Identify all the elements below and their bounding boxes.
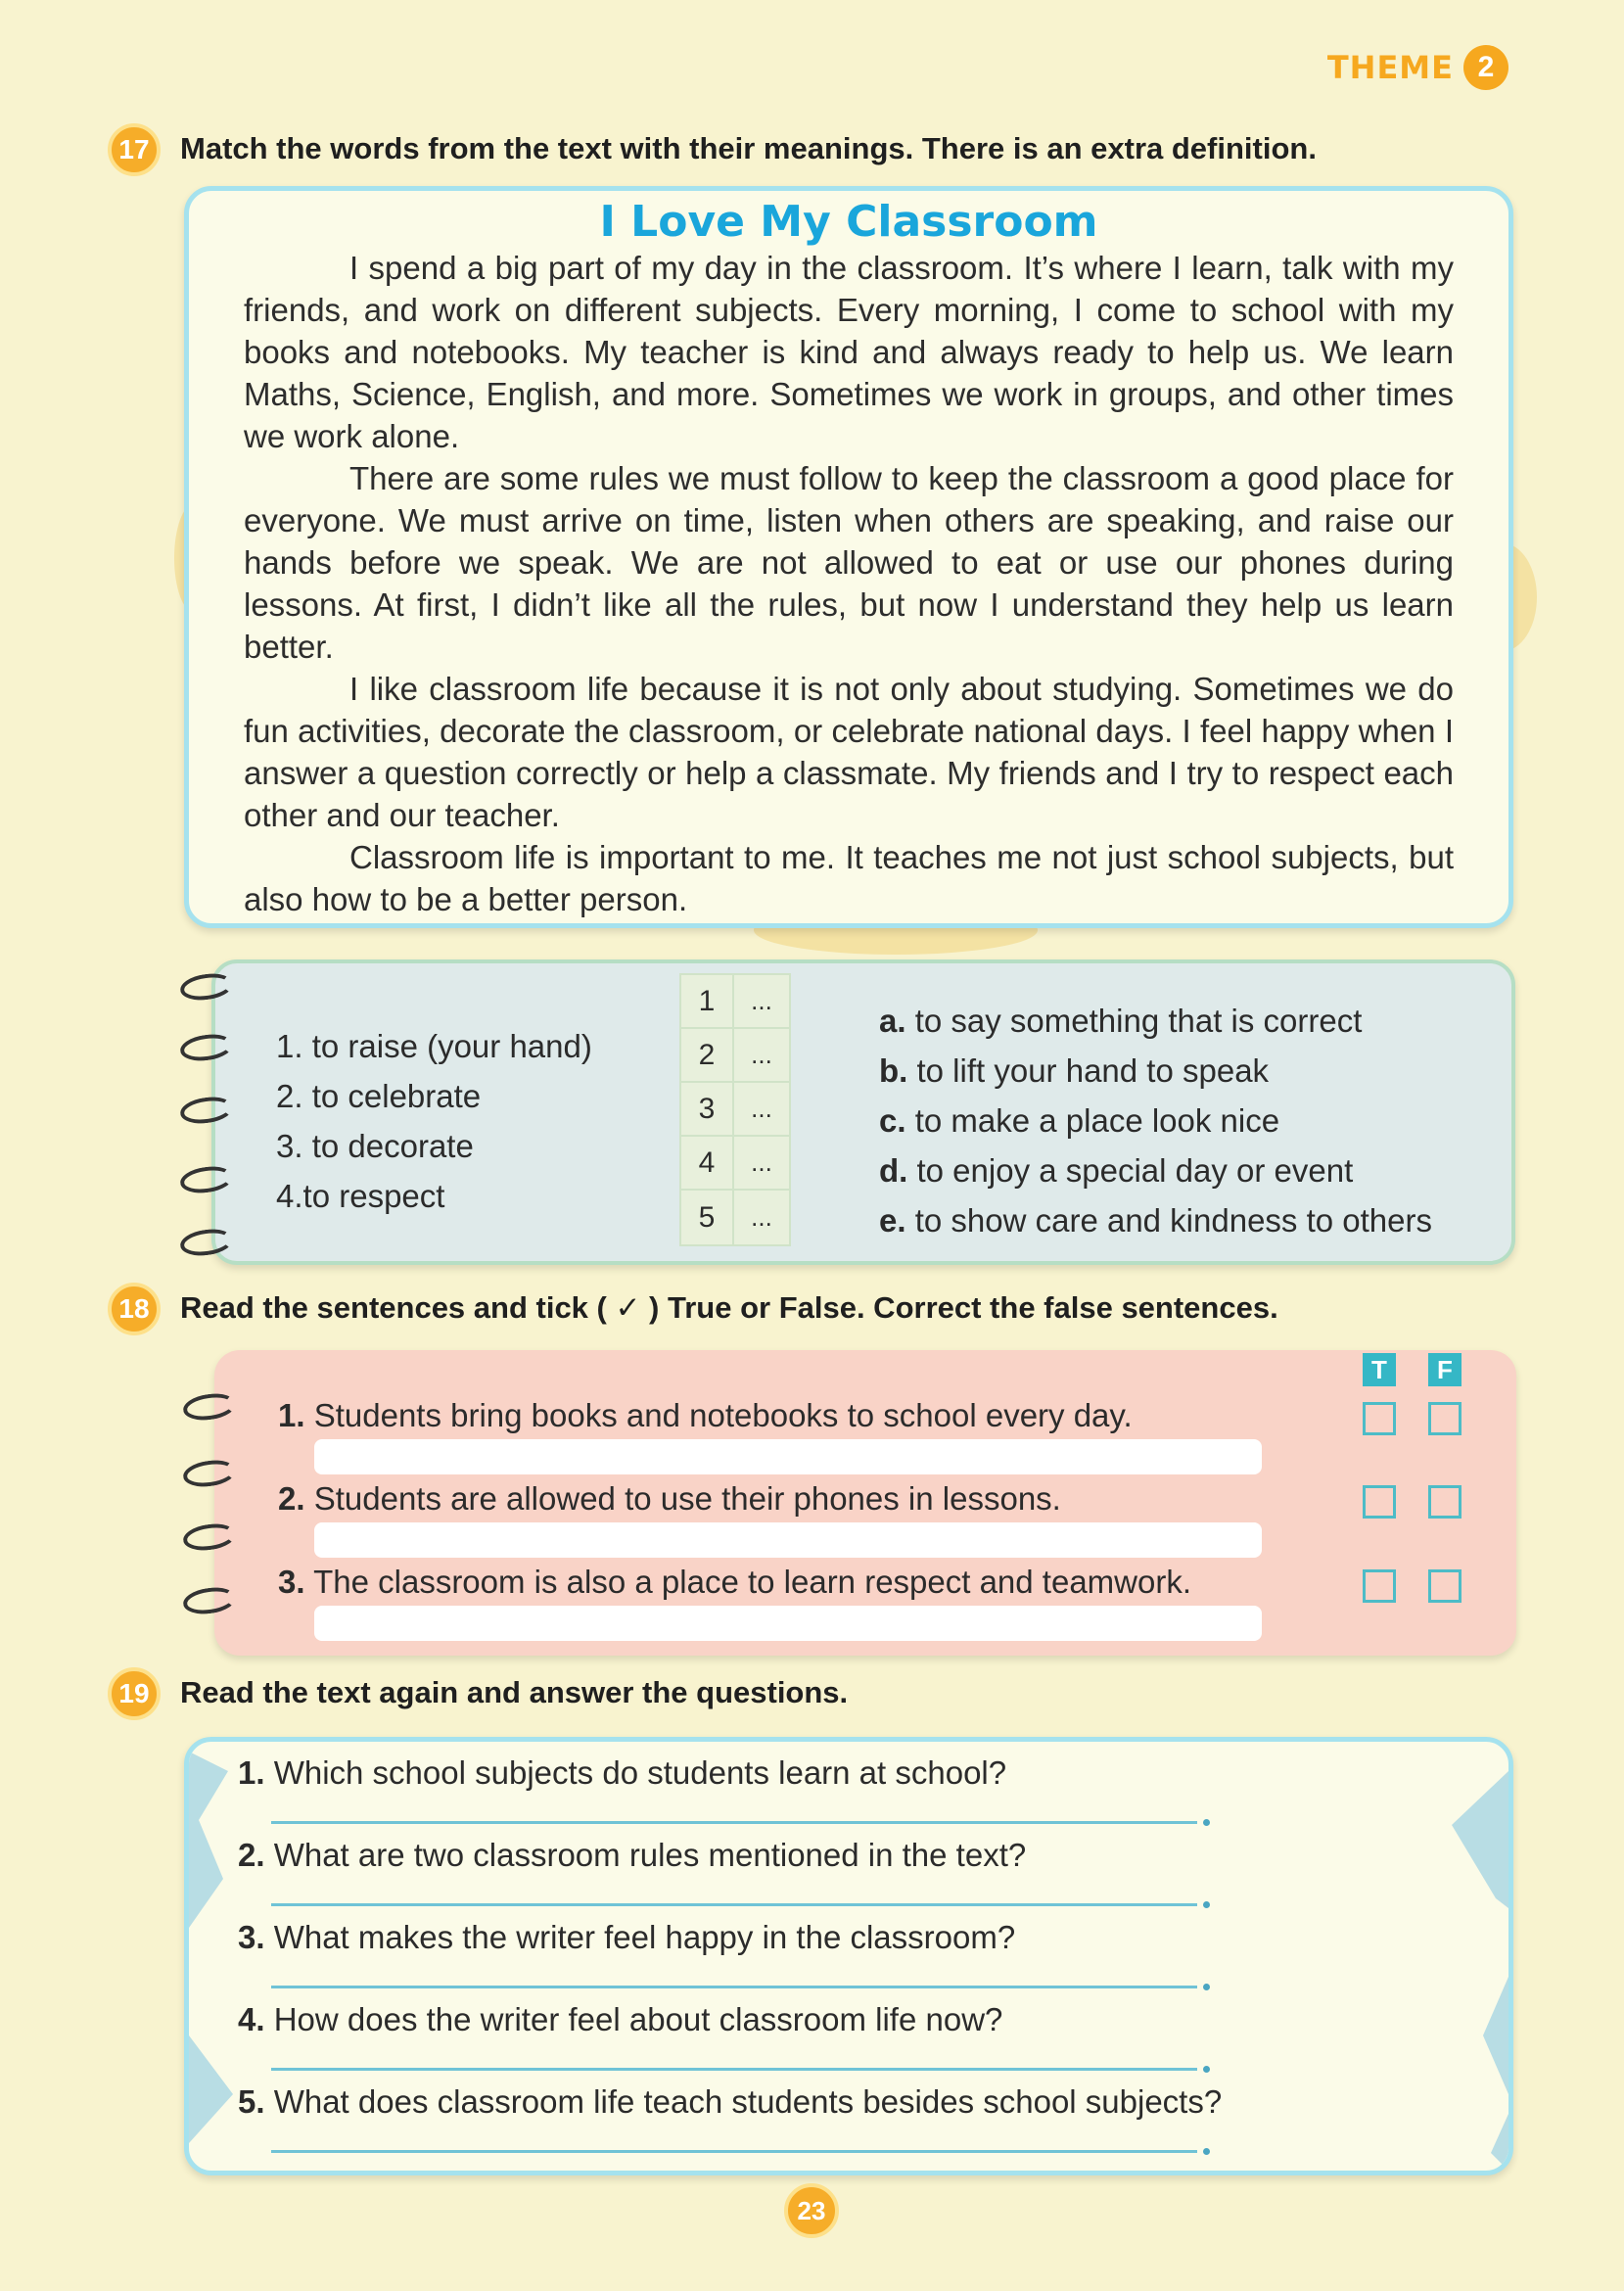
definition-item: a. to say something that is correct [879,1003,1363,1039]
reading-paragraph: There are some rules we must follow to keep the classroom a good place for everyone. We must arrive on time, listen when others are speaking, and raise our hands before we speak. We are not allowed to eat or use our phones during lessons. At first, I didn’t like all the rules, but now I understand they help us learn better. [244,460,1454,665]
definition-item: e. to show care and kindness to others [879,1202,1433,1239]
exercise-18-badge: 18 [108,1283,161,1335]
answer-line[interactable] [271,1821,1197,1824]
word-item: 1. to raise (your hand) [276,1028,592,1064]
answer-line[interactable] [271,1903,1197,1906]
tf-sentence: 2. Students are allowed to use their phones in lessons. [278,1480,1061,1517]
answer-line[interactable] [271,2068,1197,2071]
question-item: 4. How does the writer feel about classroom life now? [238,2001,1003,2037]
correction-input[interactable] [314,1606,1262,1641]
question-item: 3. What makes the writer feel happy in the classroom? [238,1919,1016,1955]
question-item: 1. Which school subjects do students learn at school? [238,1754,1007,1791]
exercise-17-badge: 17 [108,123,161,176]
true-checkbox[interactable] [1363,1485,1396,1519]
line-dot [1203,1819,1210,1826]
correction-input[interactable] [314,1522,1262,1558]
definition-item: c. to make a place look nice [879,1102,1280,1139]
answer-blank[interactable]: ... [751,1040,772,1069]
page-number: 23 [784,2183,839,2238]
word-item: 4.to respect [276,1178,445,1214]
line-dot [1203,1984,1210,1990]
answer-row: 5 ... [681,1191,789,1244]
answer-blank[interactable]: ... [751,1094,772,1123]
answer-blank[interactable]: ... [751,1202,772,1232]
word-list [276,1021,592,1221]
reading-paragraph: I spend a big part of my day in the classroom. It’s where I learn, talk with my friends, and work on different subjects. Every morning, I come to school with my books and notebooks. My teacher is kind and always ready to help us. We learn Maths, Science, English, and more. Sometimes we work in groups, and other times we work alone. [244,250,1454,454]
reading-paragraph: I like classroom life because it is not only about studying. Sometimes we do fun activities, decorate the classroom, or celebrate national days. I feel happy when I answer a question correctly or help a classmate. My friends and I try to respect each other and our teacher. [244,671,1454,833]
answer-row: 1 ... [681,975,789,1029]
line-dot [1203,1901,1210,1908]
exercise-18-instruction: Read the sentences and tick ( ✓ ) True or False. Correct the false sentences. [180,1290,1278,1325]
theme-number: 2 [1463,45,1508,90]
false-checkbox[interactable] [1428,1485,1462,1519]
tf-sentence: 3. The classroom is also a place to learn respect and teamwork. [278,1564,1192,1600]
exercise-19-instruction: Read the text again and answer the questions. [180,1675,849,1709]
answer-grid [679,973,791,1246]
question-item: 2. What are two classroom rules mentioned in the text? [238,1837,1027,1873]
theme-tag [1327,45,1508,90]
theme-label: THEME [1326,49,1454,86]
definition-item: b. to lift your hand to speak [879,1052,1270,1089]
correction-input[interactable] [314,1439,1262,1474]
reading-paragraph: Classroom life is important to me. It teaches me not just school subjects, but also how to be a better person. [244,839,1454,917]
answer-row: 4 ... [681,1137,789,1191]
false-checkbox[interactable] [1428,1569,1462,1603]
answer-line[interactable] [271,2150,1197,2153]
answer-blank[interactable]: ... [751,1147,772,1177]
word-item: 2. to celebrate [276,1078,482,1114]
question-item: 5. What does classroom life teach students besides school subjects? [238,2083,1223,2120]
line-dot [1203,2148,1210,2155]
false-column-header: F [1428,1353,1462,1386]
true-column-header: T [1363,1353,1396,1386]
exercise-17-instruction: Match the words from the text with their meanings. There is an extra definition. [180,131,1317,165]
line-dot [1203,2066,1210,2073]
tf-sentence: 1. Students bring books and notebooks to school every day. [278,1397,1133,1433]
answer-blank[interactable]: ... [751,986,772,1015]
false-checkbox[interactable] [1428,1402,1462,1435]
true-checkbox[interactable] [1363,1402,1396,1435]
true-checkbox[interactable] [1363,1569,1396,1603]
word-item: 3. to decorate [276,1128,474,1164]
definition-item: d. to enjoy a special day or event [879,1152,1354,1189]
exercise-19-badge: 19 [108,1667,161,1720]
answer-row: 3 ... [681,1083,789,1137]
definition-list [879,996,1432,1245]
reading-title: I Love My Classroom [599,197,1098,247]
reading-card [184,186,1513,928]
answer-line[interactable] [271,1986,1197,1988]
answer-row: 2 ... [681,1029,789,1083]
